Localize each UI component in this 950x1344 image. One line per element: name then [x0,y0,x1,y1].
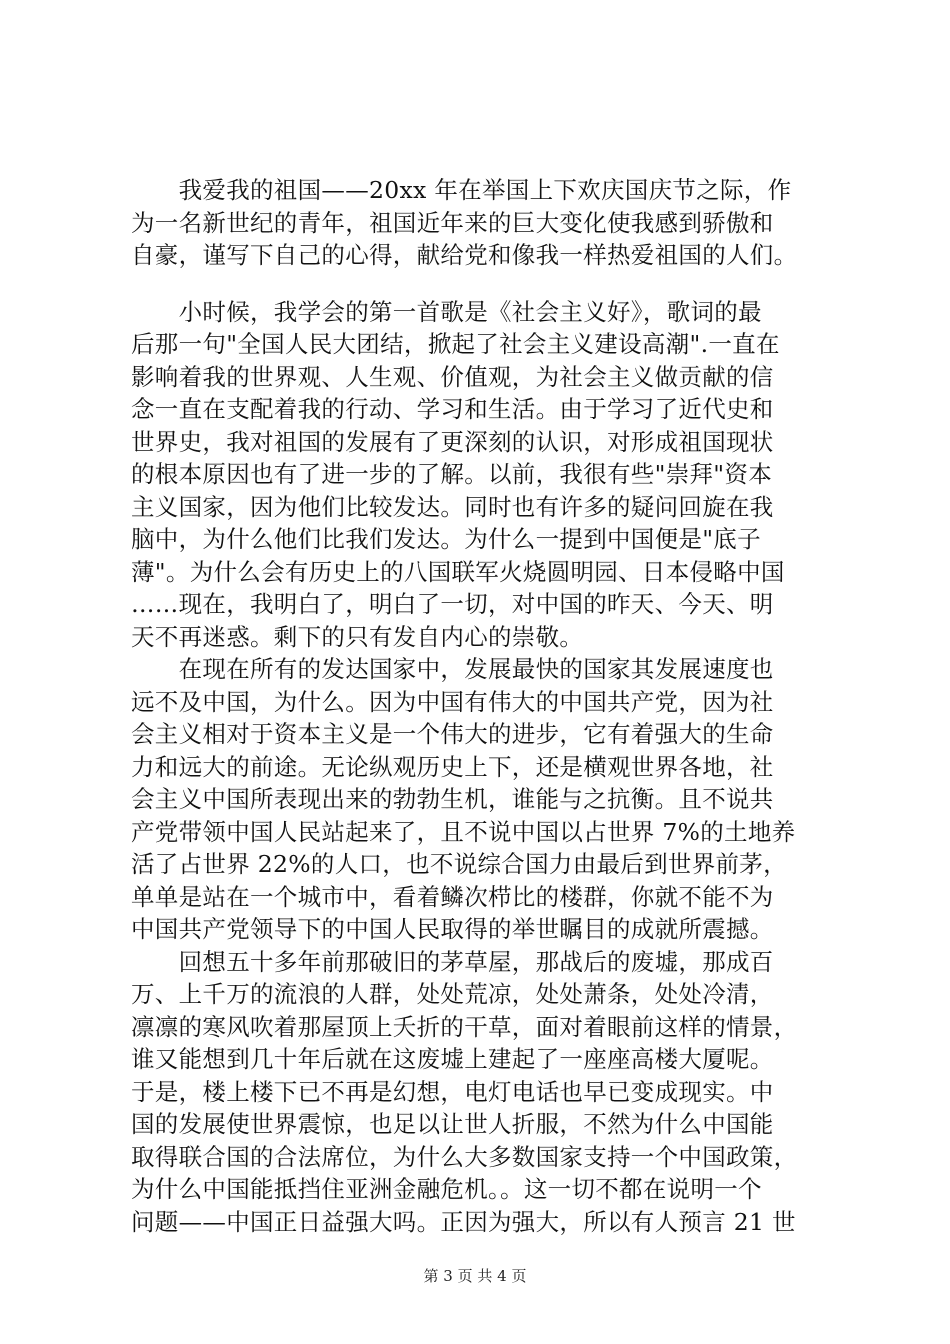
text-line: 在现在所有的发达国家中，发展最快的国家其发展速度也 [131,655,774,683]
text-line: 问题——中国正日益强大吗。正因为强大，所以有人预言 21 世 [131,1207,796,1236]
paragraph-gap [131,272,851,296]
text-line: 凛凛的寒风吹着那屋顶上夭折的干草，面对着眼前这样的情景， [131,1012,798,1041]
text-line: 念一直在支配着我的行动、学习和生活。由于学习了近代史和 [131,395,774,423]
text-line: 天不再迷惑。剩下的只有发自内心的崇敬。 [131,622,584,651]
text-line: 薄"。为什么会有历史上的八国联军火烧圆明园、日本侵略中国 [131,557,785,586]
text-line: 影响着我的世界观、人生观、价值观，为社会主义做贡献的信 [131,362,774,391]
text-line: 会主义中国所表现出来的勃勃生机，谁能与之抗衡。且不说共 [131,785,774,813]
text-line: 于是，楼上楼下已不再是幻想，电灯电话也早已变成现实。中 [131,1077,774,1106]
text-line: 远不及中国，为什么。因为中国有伟大的中国共产党，因为社 [131,687,774,716]
text-line: 的根本原因也有了进一步的了解。以前，我很有些"崇拜"资本 [131,460,773,488]
text-line: 脑中，为什么他们比我们发达。为什么一提到中国便是"底子 [131,525,761,553]
paragraph-4 [131,946,851,1239]
page-number-footer: 第 3 页 共 4 页 [423,1267,527,1285]
text-line: 为什么中国能抵挡住亚洲金融危机。。这一切不都在说明一个 [131,1175,762,1203]
text-line: 为一名新世纪的青年，祖国近年来的巨大变化使我感到骄傲和 [131,208,774,237]
text-line: 国的发展使世界震惊，也足以让世人折服，不然为什么中国能 [131,1110,774,1138]
text-line: 活了占世界 22%的人口，也不说综合国力由最后到世界前茅， [131,850,787,878]
paragraph-3 [131,653,851,946]
text-line: 单单是站在一个城市中，看着鳞次栉比的楼群，你就不能不为 [131,882,774,911]
text-line: 会主义相对于资本主义是一个伟大的进步，它有着强大的生命 [131,720,774,748]
text-line: 谁又能想到几十年后就在这废墟上建起了一座座高楼大厦呢。 [131,1045,774,1073]
paragraph-2 [131,296,851,654]
text-line: 万、上千万的流浪的人群，处处荒凉，处处萧条，处处冷清， [131,980,774,1008]
text-line: ……现在，我明白了，明白了一切，对中国的昨天、今天、明 [131,590,774,618]
document-body [131,174,851,1238]
text-line: 小时候，我学会的第一首歌是《社会主义好》，歌词的最 [131,297,762,326]
text-line: 回想五十多年前那破旧的茅草屋，那战后的废墟，那成百 [131,947,774,976]
text-line: 后那一句"全国人民大团结，掀起了社会主义建设高潮".一直在 [131,330,780,358]
text-line: 取得联合国的合法席位，为什么大多数国家支持一个中国政策， [131,1142,798,1171]
text-line: 我爱我的祖国——20xx 年在举国上下欢庆国庆节之际，作 [131,176,792,204]
text-line: 中国共产党领导下的中国人民取得的举世瞩目的成就所震撼。 [131,915,774,943]
text-line: 主义国家，因为他们比较发达。同时也有许多的疑问回旋在我 [131,492,774,521]
paragraph-1 [131,174,851,272]
text-line: 世界史，我对祖国的发展有了更深刻的认识，对形成祖国现状 [131,427,774,456]
text-line: 产党带领中国人民站起来了，且不说中国以占世界 7%的土地养 [131,817,796,846]
text-line: 自豪，谨写下自己的心得，献给党和像我一样热爱祖国的人们。 [131,241,798,269]
text-line: 力和远大的前途。无论纵观历史上下，还是横观世界各地，社 [131,752,774,781]
